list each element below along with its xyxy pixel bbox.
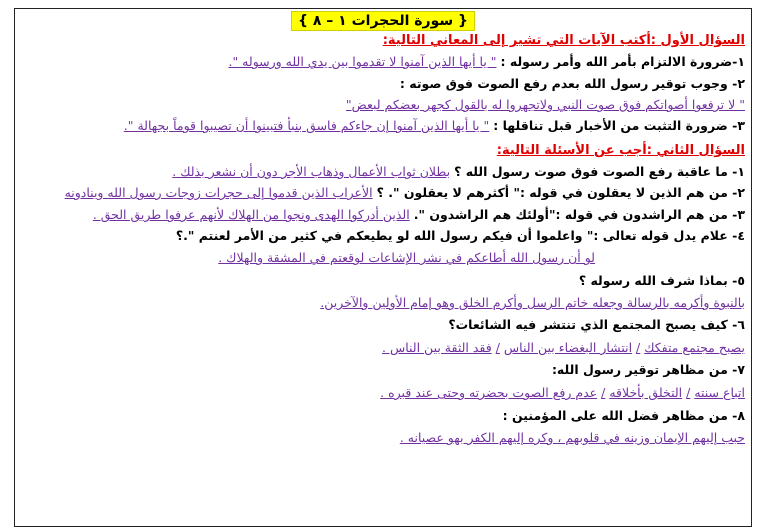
s1-item3-answer: " يا أيها الذين آمنوا إن جاءكم فاسق بنبأ فتبينوا أن تصيبوا قوماً بجهالة ".: [123, 118, 490, 133]
s1-item3: [19, 116, 745, 136]
s2-item7-a-line: [19, 383, 745, 403]
s2-item7-answer-part3: عدم رفع الصوت بحضرته وحتى عند قبره .: [380, 385, 598, 400]
s2-item5-answer: بالنبوة وأكرمه بالرسالة وجعله خاتم الرسل وأكرم الخلق وهو إمام الأولين والآخرين.: [320, 295, 745, 310]
s2-item6-answer-part2: انتشار البغضاء بين الناس: [503, 340, 633, 355]
s2-item7-q-line: [19, 360, 745, 380]
s2-item2: [19, 183, 745, 203]
s1-item2-q-line: [19, 74, 745, 94]
s2-item7-question: ٧- من مظاهر توقير رسول الله:: [551, 362, 745, 377]
s2-item1-question: ١- ما عاقبة رفع الصوت فوق صوت رسول الله ؟: [454, 164, 745, 179]
s2-item1-answer: بطلان ثواب الأعمال وذهاب الأجر دون أن نشعر بذلك .: [172, 164, 451, 179]
s2-item8-question: ٨- من مظاهر فضل الله على المؤمنين :: [502, 408, 745, 423]
section1-heading-line: [19, 30, 745, 51]
s2-item6-answer-part3: فقد الثقة بين الناس .: [382, 340, 492, 355]
s2-item6-a-line: [19, 338, 745, 358]
s2-item4-answer: لو أن رسول الله أطاعكم في نشر الإشاعات لوقعتم في المشقة والهلاك .: [218, 250, 595, 265]
s2-item4-q-line: [19, 226, 745, 246]
section2-heading: السؤال الثاني :أجب عن الأسئلة التالية:: [496, 143, 745, 158]
section1-heading: السؤال الأول :أكتب الآيات التي تشير إلى المعاني التالية:: [382, 33, 745, 48]
s2-item2-answer: الأعراب الذين قدموا إلى حجرات زوجات رسول الله وينادونه: [64, 185, 373, 200]
s2-item7-separator2: /: [601, 385, 606, 400]
worksheet-page: [14, 8, 752, 527]
s2-item6-question: ٦- كيف يصبح المجتمع الذي تنتشر فيه الشائعات؟: [448, 317, 745, 332]
page-title: { سورة الحجرات ١ – ٨ }: [291, 11, 475, 31]
s2-item8-q-line: [19, 406, 745, 426]
section2-heading-line: [19, 140, 745, 161]
s1-item1-question: ١-ضرورة الالتزام بأمر الله وأمر رسوله :: [500, 54, 745, 69]
s1-item1: [19, 52, 745, 72]
s2-item7-separator1: /: [686, 385, 691, 400]
s2-item6-answer-part1: يصبح مجتمع متفكك: [644, 340, 745, 355]
s2-item5-question: ٥- بماذا شرف الله رسوله ؟: [578, 273, 745, 288]
s2-item7-answer-part2: التخلق بأخلاقه: [609, 385, 683, 400]
s2-item5-a-line: [19, 293, 745, 313]
title-wrap: [15, 10, 751, 30]
s1-item3-question: ٣- ضرورة التثبت من الأخبار قبل تناقلها :: [493, 118, 745, 133]
s2-item4-question: ٤- علام يدل قوله تعالى :" واعلموا أن فيكم رسول الله لو يطيعكم في كثير من الأمر لعنتم ".؟: [175, 228, 745, 243]
s1-item1-answer: " يا أيها الذين آمنوا لا تقدموا بين يدي الله ورسوله ".: [228, 54, 497, 69]
s2-item3: [19, 205, 745, 225]
s2-item6-separator1: /: [636, 340, 641, 355]
s2-item6-separator2: /: [495, 340, 500, 355]
s2-item5-q-line: [19, 271, 745, 291]
s2-item2-question: ٢- من هم الذين لا يعقلون في قوله :" أكثرهم لا يعقلون ". ؟: [376, 185, 745, 200]
s2-item6-q-line: [19, 315, 745, 335]
s1-item2-answer: " لا ترفعوا أصواتكم فوق صوت النبي ولاتجهروا له بالقول كجهر بعضكم لبعض": [345, 97, 745, 112]
s2-item8-a-line: [19, 428, 745, 448]
s2-item1: [19, 162, 745, 182]
s2-item3-answer: الذين أدركوا الهدى ونجوا من الهلاك لأنهم عرفوا طريق الحق .: [92, 207, 410, 222]
s2-item3-question: ٣- من هم الراشدون في قوله :"أولئك هم الراشدون ".: [413, 207, 745, 222]
s1-item2-question: ٢- وجوب توقير رسول الله بعدم رفع الصوت فوق صوته :: [399, 76, 745, 91]
s1-item2-a-line: [19, 95, 745, 115]
s2-item8-answer: حبب إليهم الإيمان وزينه في قلوبهم ، وكره إليهم الكفر بهو عصيانه .: [399, 430, 745, 445]
s2-item7-answer-part1: اتباع سنته: [694, 385, 745, 400]
s2-item4-a-line: [19, 248, 745, 268]
